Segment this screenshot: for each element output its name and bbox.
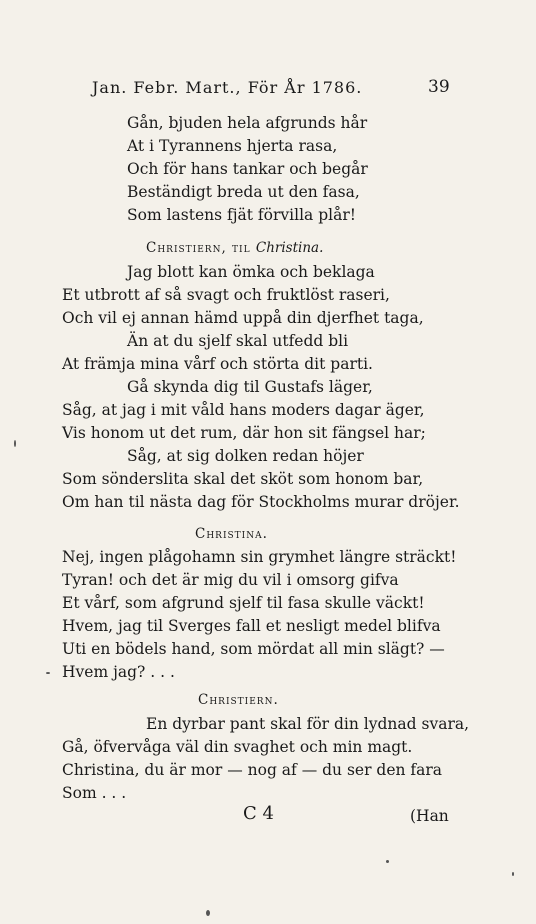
verse-line: Som sönderslita skal det sköt som honom bar, (62, 470, 424, 488)
ink-speck (14, 440, 16, 447)
verse-line: Och vil ej annan hämd uppå din djerfhet taga, (62, 309, 424, 327)
speaker-heading: Christiern. (198, 692, 279, 708)
catchword: (Han (410, 807, 449, 825)
verse-line: Om han til nästa dag för Stockholms murar dröjer. (62, 493, 460, 511)
verse-line: Christina, du är mor — nog af — du ser den fara (62, 761, 443, 779)
verse-line: Gån, bjuden hela afgrunds hår (127, 114, 368, 132)
verse-line: Som lastens fjät förvilla plår! (127, 206, 356, 224)
ink-speck (386, 860, 389, 863)
verse-line: Såg, at sig dolken redan höjer (127, 447, 364, 465)
page-number: 39 (428, 77, 450, 97)
verse-line: Et utbrott af så svagt och fruktlöst raseri, (62, 286, 390, 304)
speaker-name: Christiern (146, 240, 222, 256)
verse-line: Gå skynda dig til Gustafs läger, (127, 378, 373, 396)
verse-line: At i Tyrannens hjerta rasa, (127, 137, 338, 155)
speaker-addressee: Christina. (255, 240, 324, 256)
verse-line: Som . . . (62, 784, 127, 802)
verse-line: Såg, at jag i mit våld hans moders dagar äger, (62, 401, 425, 419)
verse-line: Jag blott kan ömka och beklaga (127, 263, 375, 281)
verse-line: Et vårf, som afgrund sjelf til fasa skulle väckt! (62, 594, 425, 612)
verse-line: Beständigt breda ut den fasa, (127, 183, 360, 201)
verse-line: Uti en bödels hand, som mördat all min slägt? — (62, 640, 445, 658)
verse-line: En dyrbar pant skal för din lydnad svara, (146, 715, 470, 733)
running-title: Jan. Febr. Mart., För År 1786. (92, 78, 363, 97)
verse-line: Hvem, jag til Sverges fall et nesligt medel blifva (62, 617, 441, 635)
verse-line: At främja mina vårf och störta dit parti. (62, 355, 373, 373)
verse-line: Och för hans tankar och begår (127, 160, 368, 178)
verse-line: Än at du sjelf skal utfedd bli (127, 332, 349, 350)
verse-line: Gå, öfvervåga väl din svaghet och min magt. (62, 738, 413, 756)
verse-line: Hvem jag? . . . (62, 663, 175, 681)
verse-line: Tyran! och det är mig du vil i omsorg gifva (62, 571, 399, 589)
speaker-heading: Christina. (195, 526, 268, 542)
speaker-heading: Christiern, til Christina. (146, 240, 324, 256)
signature-mark: C 4 (243, 803, 274, 824)
ink-speck (206, 910, 210, 916)
verse-line: Vis honom ut det rum, där hon sit fängsel har; (62, 424, 426, 442)
verse-line: Nej, ingen plågohamn sin grymhet längre sträckt! (62, 548, 457, 566)
ink-speck (512, 872, 514, 876)
ink-speck (46, 672, 50, 674)
